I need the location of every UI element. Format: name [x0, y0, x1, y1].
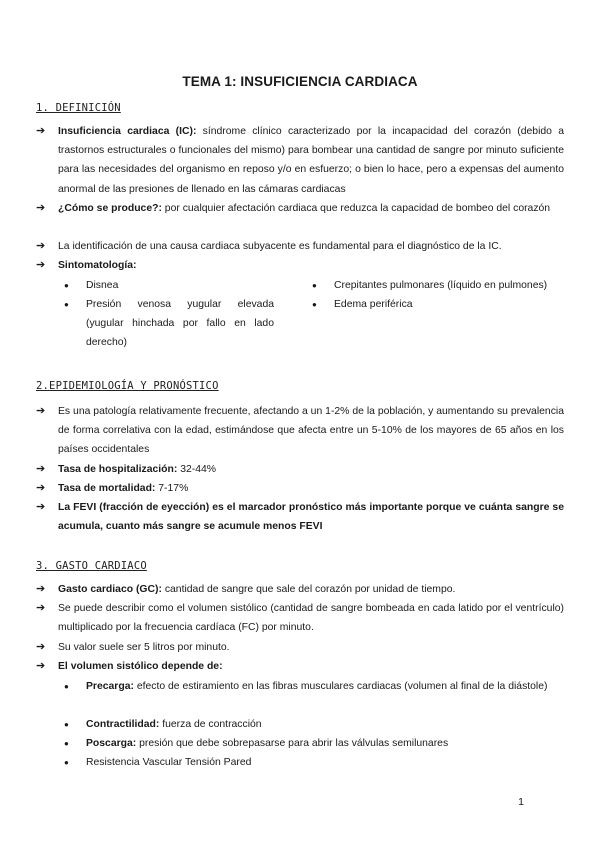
list-item: ➔ ¿Cómo se produce?: por cualquier afectación cardiaca que reduzca la capacidad de bombeo del corazón	[36, 199, 564, 218]
arrow-right-icon: ➔	[36, 482, 46, 494]
list-item: ➔ Sintomatología:	[36, 256, 564, 275]
arrow-right-icon: ➔	[36, 240, 46, 252]
arrow-right-icon: ➔	[36, 583, 46, 595]
filled-circle-icon: ●	[312, 281, 317, 290]
list-item: ➔ Gasto cardiaco (GC): cantidad de sangre que sale del corazón por unidad de tiempo.	[36, 580, 564, 599]
list-item: ➔ La identificación de una causa cardiaca subyacente es fundamental para el diagnóstico de la IC.	[36, 237, 564, 256]
filled-circle-icon: ●	[64, 739, 69, 748]
symptom-item: ● Disnea	[64, 276, 274, 295]
arrow-right-icon: ➔	[36, 259, 46, 271]
sub-list-item: ● Contractilidad: fuerza de contracción	[64, 715, 564, 734]
list-item: ➔ Tasa de hospitalización: 32-44%	[36, 460, 564, 479]
arrow-right-icon: ➔	[36, 202, 46, 214]
section-heading-definicion: 1. DEFINICIÓN	[36, 102, 121, 114]
arrow-right-icon: ➔	[36, 463, 46, 475]
filled-circle-icon: ●	[64, 300, 69, 309]
arrow-right-icon: ➔	[36, 125, 46, 137]
list-item: ➔ Insuficiencia cardiaca (IC): síndrome clínico caracterizado por la incapacidad del corazón (debido a trastornos estructurales o funcionales del mismo) para bombear una cantidad de sangre por minuto suficiente para las necesidades del organismo en reposo y/o en esfuerzo; o bien lo hace, pero a expensas del aumento anormal de las presiones de llenado en las cámaras cardiacas	[36, 122, 564, 199]
filled-circle-icon: ●	[64, 281, 69, 290]
symptom-item: ● Crepitantes pulmonares (líquido en pulmones)	[312, 276, 572, 295]
list-item: ➔ Es una patología relativamente frecuente, afectando a un 1-2% de la población, y aumentando su prevalencia de forma correlativa con la edad, estimándose que afecta entre un 5-10% de los mayores de 65 años en los países occidentales	[36, 402, 564, 460]
arrow-right-icon: ➔	[36, 660, 46, 672]
list-item: ➔ Su valor suele ser 5 litros por minuto.	[36, 638, 564, 657]
filled-circle-icon: ●	[64, 682, 69, 691]
section-heading-epidemiologia: 2.EPIDEMIOLOGÍA Y PRONÓSTICO	[36, 380, 219, 392]
arrow-right-icon: ➔	[36, 602, 46, 614]
sub-list-item: ● Precarga: efecto de estiramiento en las fibras musculares cardiacas (volumen al final de la diástole)	[64, 677, 564, 696]
arrow-right-icon: ➔	[36, 641, 46, 653]
list-item: ➔ Tasa de mortalidad: 7-17%	[36, 479, 564, 498]
page-number: 1	[518, 796, 524, 808]
list-item: ➔ Se puede describir como el volumen sistólico (cantidad de sangre bombeada en cada latido por el ventrículo) multiplicado por la frecuencia cardíaca (FC) por minuto.	[36, 599, 564, 637]
symptom-item: ● Presión venosa yugular elevada (yugular hinchada por fallo en lado derecho)	[64, 295, 274, 353]
filled-circle-icon: ●	[312, 300, 317, 309]
sub-list-item: ● Resistencia Vascular Tensión Pared	[64, 753, 564, 772]
arrow-right-icon: ➔	[36, 405, 46, 417]
filled-circle-icon: ●	[64, 720, 69, 729]
filled-circle-icon: ●	[64, 758, 69, 767]
page-title: TEMA 1: INSUFICIENCIA CARDIACA	[182, 74, 418, 89]
sub-list-item: ● Poscarga: presión que debe sobrepasarse para abrir las válvulas semilunares	[64, 734, 564, 753]
list-item: ➔ El volumen sistólico depende de:	[36, 657, 564, 676]
list-item: ➔ La FEVI (fracción de eyección) es el marcador pronóstico más importante porque ve cuánta sangre se acumula, cuanto más sangre se acumule menos FEVI	[36, 498, 564, 536]
symptom-item: ● Edema periférica	[312, 295, 572, 314]
arrow-right-icon: ➔	[36, 501, 46, 513]
section-heading-gasto-cardiaco: 3. GASTO CARDIACO	[36, 560, 147, 572]
